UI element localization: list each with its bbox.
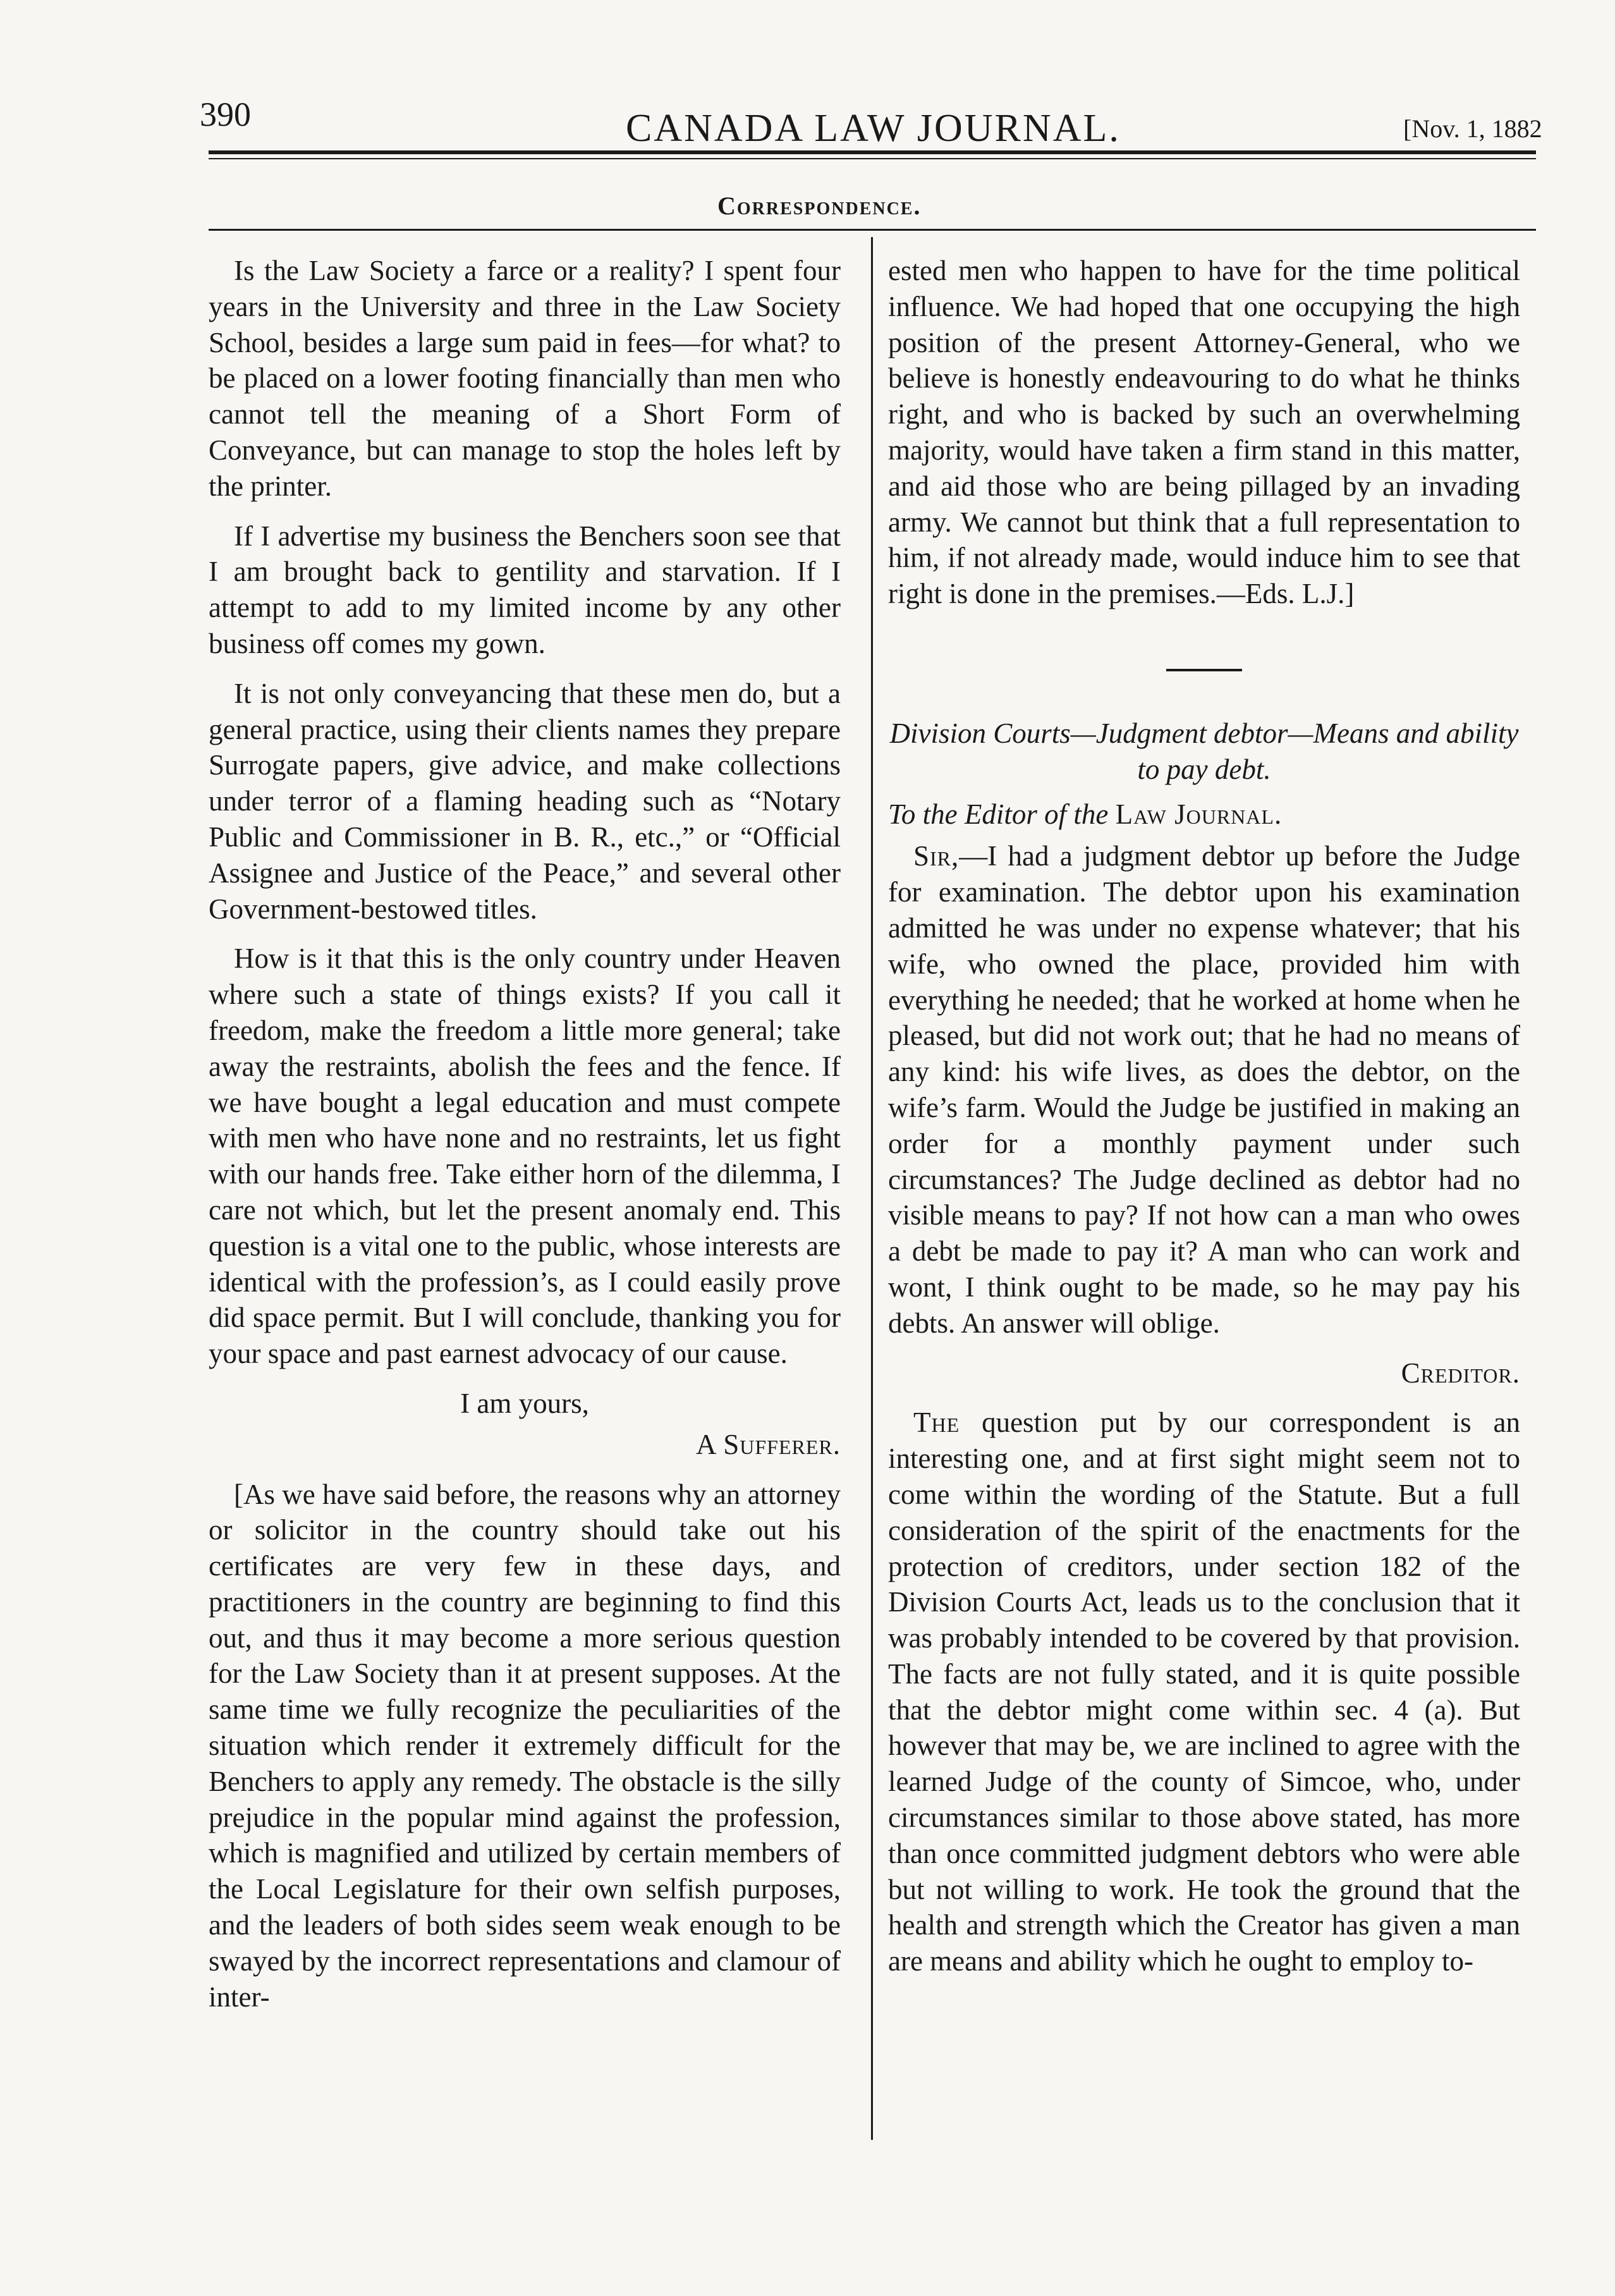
section-rule [209, 229, 1536, 231]
right-column [888, 253, 1520, 1993]
article-heading: Division Courts—Judgment debtor—Means and ability to pay debt. [889, 717, 1519, 785]
page-date: [Nov. 1, 1882 [1403, 114, 1542, 143]
letter-closing: I am yours, [460, 1387, 589, 1419]
header-rule-thick [209, 150, 1536, 154]
editor-note-continued: ested men who happen to have for the time political influence. We had hoped that one occupying the high position of the present Attorney-General, who we believe is honestly endeavouring to do what he thinks right, and who is backed by such an overwhelming majority, would have taken a firm stand in this matter, and aid those who are being pillaged by an invading army. We cannot but think that a full representation to him, if not already made, would induce him to see that right is done in the premises.—Eds. L.J.] [888, 255, 1520, 610]
letter-paragraph: If I advertise my business the Benchers soon see that I am brought back to gentility and starvation. If I attempt to add to my limited income by any other business off comes my gown. [209, 520, 841, 659]
reply-body [888, 1405, 1520, 1979]
separator-rule [1166, 669, 1242, 671]
letter-text: —I had a judgment debtor up before the Judge for examination. The debtor upon his examination admitted he was under no expense whatever; that his wife, who owned the place, provided him with everything he needed; that he worked at home when he pleased, but did not work out; that he had no means of any kind: his wife lives, as does the debtor, on the wife’s farm. Would the Judge be justified in making an order for a monthly payment under such circumstances? The Judge declined as debtor had no visible means to pay? If not how can a man who owes a debt be made to pay it? A man who can work and wont, I think ought to be made, so he may pay his debts. An answer will oblige. [888, 840, 1520, 1339]
letter-paragraph: It is not only conveyancing that these men do, but a general practice, using their clients names they prepare Surrogate papers, give advice, and make collections under terror of a flaming heading such as “Notary Public and Commissioner in B. R., etc.,” or “Official Assignee and Justice of the Peace,” and several other Government-bestowed titles. [209, 677, 841, 925]
letter-signature: A Sufferer. [695, 1428, 841, 1460]
column-divider [871, 237, 873, 2140]
letter-lead: Sir, [913, 840, 960, 872]
section-heading: Correspondence. [717, 192, 922, 220]
letter-body [888, 838, 1520, 1341]
reply-lead: The [913, 1407, 960, 1439]
salutation [888, 797, 1520, 833]
reply-text: question put by our correspondent is an interesting one, and at first sight might seem not to come within the wording of the Statute. But a full consideration of the spirit of the enactments for the protection of creditors, under section 182 of the Division Courts Act, leads us to the conclusion that it was probably intended to be covered by that provision. The facts are not fully stated, and it is quite possible that the debtor might come within sec. 4 (a). But however that may be, we are inclined to agree with the learned Judge of the county of Simcoe, who, under circumstances similar to those above stated, has more than once committed judgment debtors who were able but not willing to work. He took the ground that the health and strength which the Creator has given a man are means and ability which he ought to employ to- [888, 1407, 1520, 1977]
letter-signature: Creditor. [1401, 1357, 1520, 1389]
salutation-prefix: To the Editor of the [888, 798, 1109, 830]
letter-paragraph: Is the Law Society a farce or a reality? I spent four years in the University and three in the Law Society School, besides a large sum paid in fees—for what? to be placed on a lower footing financially than men who cannot tell the meaning of a Short Form of Conveyance, but can manage to stop the holes left by the printer. [209, 255, 841, 502]
letter-paragraph: How is it that this is the only country under Heaven where such a state of things exists? If you call it freedom, make the freedom a little more general; take away the restraints, abolish the fees and the fence. If we have bought a legal education and must compete with men who have none and no restraints, let us fight with our hands free. Take either horn of the dilemma, I care not which, but let the present anomaly end. This question is a vital one to the public, whose interests are identical with the profession’s, as I could easily prove did space permit. But I will conclude, thanking you for your space and past earnest advocacy of our cause. [209, 943, 841, 1370]
salutation-journal: Law Journal. [1115, 798, 1283, 830]
header-rule-thin [209, 158, 1536, 159]
page-number: 390 [200, 95, 251, 133]
editor-note: [As we have said before, the reasons why an attorney or solicitor in the country should take out his certificates are very few in these days, and practitioners in the country are beginning to find this out, and thus it may become a more serious question for the Law Society than it at present supposes. At the same time we fully recognize the peculiarities of the situation which render it extremely difficult for the Benchers to apply any remedy. The obstacle is the silly prejudice in the popular mind against the profession, which is magnified and utilized by certain members of the Local Legislature for their own selfish purposes, and the leaders of both sides seem weak enough to be swayed by the incorrect representations and clamour of inter- [209, 1478, 841, 2013]
left-column [209, 253, 841, 2029]
running-title: CANADA LAW JOURNAL. [626, 107, 1121, 150]
